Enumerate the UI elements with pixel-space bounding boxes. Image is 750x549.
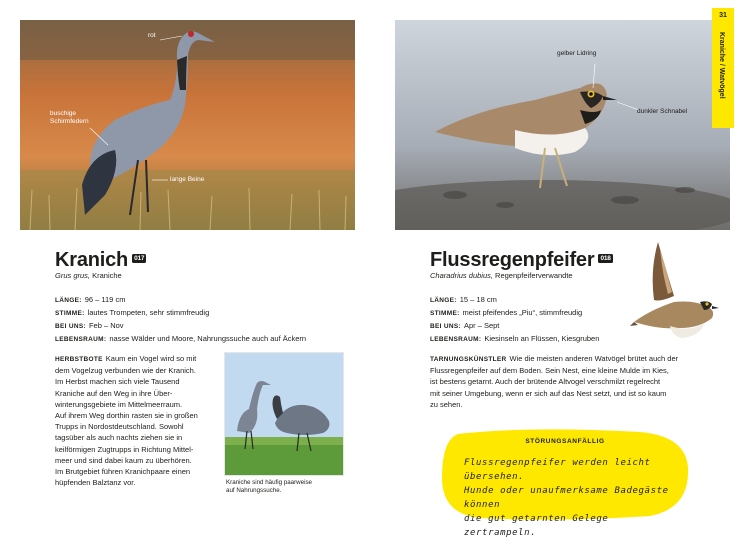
plover-title xyxy=(430,249,613,271)
chapter-tab[interactable] xyxy=(712,8,734,128)
plover-photo xyxy=(395,20,730,230)
fact-row: LEBENSRAUM: Kiesinseln an Flüssen, Kiesgruben xyxy=(430,334,600,343)
plover-facts xyxy=(430,294,630,346)
crane-pair-caption: Kraniche sind häufig paarweise auf Nahrungssuche. xyxy=(226,479,312,494)
fact-row: STIMME: meist pfeifendes „Piu“, stimmfreudig xyxy=(430,308,583,317)
plover-number-badge: 018 xyxy=(600,255,611,263)
fact-row: LEBENSRAUM: nasse Wälder und Moore, Nahrungssuche auch auf Äckern xyxy=(55,334,307,343)
crane-name: Kranich xyxy=(55,249,129,271)
plover-family: Regenpfeiferverwandte xyxy=(492,271,573,280)
crane-subtitle xyxy=(55,271,122,281)
chapter-title: Kraniche / Watvögel xyxy=(718,32,725,99)
fact-row: STIMME: lautes Trompeten, sehr stimmfreudig xyxy=(55,308,210,317)
fact-row: LÄNGE: 15 – 18 cm xyxy=(430,295,497,304)
plover-latin-name: Charadrius dubius, xyxy=(430,271,493,280)
crane-callout-legs: lange Beine xyxy=(170,176,205,183)
page-number: 31 xyxy=(719,12,727,19)
plover-lead: TARNUNGSKÜNSTLER xyxy=(430,356,507,363)
flying-plover-illustration xyxy=(630,240,720,345)
crane-number-badge: 017 xyxy=(134,255,145,263)
note-title: STÖRUNGSANFÄLLIG xyxy=(525,438,605,445)
fact-row: BEI UNS: Apr – Sept xyxy=(430,321,500,330)
crane-lead: HERBSTBOTE xyxy=(55,356,103,363)
fact-row: LÄNGE: 96 – 119 cm xyxy=(55,295,126,304)
plover-callout-bill: dunkler Schnabel xyxy=(637,108,688,115)
crane-description: HERBSTBOTE Kaum ein Vogel wird so mit dem Vogelzug verbunden wie der Kranich. Im Herbst machen sich viele Tausend Kraniche auf den Weg in ihre Über- winterungsgebiete im Mittelmeerraum. Auf ihrem Weg dorthin rasten sie in großen Trupps in Nordostdeutschland. Sowohl tagsüber als auch nachts ziehen sie in keilförmigen Zugtrupps in Richtung Mittel- meer und sind dabei kaum zu überhören. Im Brutgebiet führen Kranichpaare einen hüpfenden Balztanz vor. xyxy=(55,354,198,488)
crane-family: Kraniche xyxy=(90,271,122,280)
crane-pair-photo xyxy=(224,352,344,476)
note-text: Flussregenpfeifer werden leicht übersehen. Hunde oder unaufmerksame Badegäste können die gut getarnten Gelege zertrampeln. xyxy=(464,458,669,538)
crane-facts xyxy=(55,294,385,346)
crane-callout-feathers: buschige Schirmfedern xyxy=(50,110,89,125)
crane-photo xyxy=(20,20,355,230)
fact-row: BEI UNS: Feb – Nov xyxy=(55,321,124,330)
plover-description: TARNUNGSKÜNSTLER Wie die meisten anderen Watvögel brütet auch der Flussregenpfeifer auf dem Boden. Sein Nest, eine kleine Mulde im Kies, ist bestens getarnt. Auch der brütende Altvogel verschmilzt regelrecht mit seiner Umgebung, wenn er sich auf das Nest setzt, und ist so kaum zu sehen. xyxy=(430,354,679,409)
warning-note xyxy=(440,428,690,538)
plover-subtitle xyxy=(430,271,573,281)
crane-title xyxy=(55,249,146,271)
crane-latin-name: Grus grus, xyxy=(55,271,91,280)
plover-name: Flussregenpfeifer xyxy=(430,249,595,271)
plover-callout-ring: gelber Lidring xyxy=(557,50,597,57)
crane-callout-red: rot xyxy=(148,32,156,39)
